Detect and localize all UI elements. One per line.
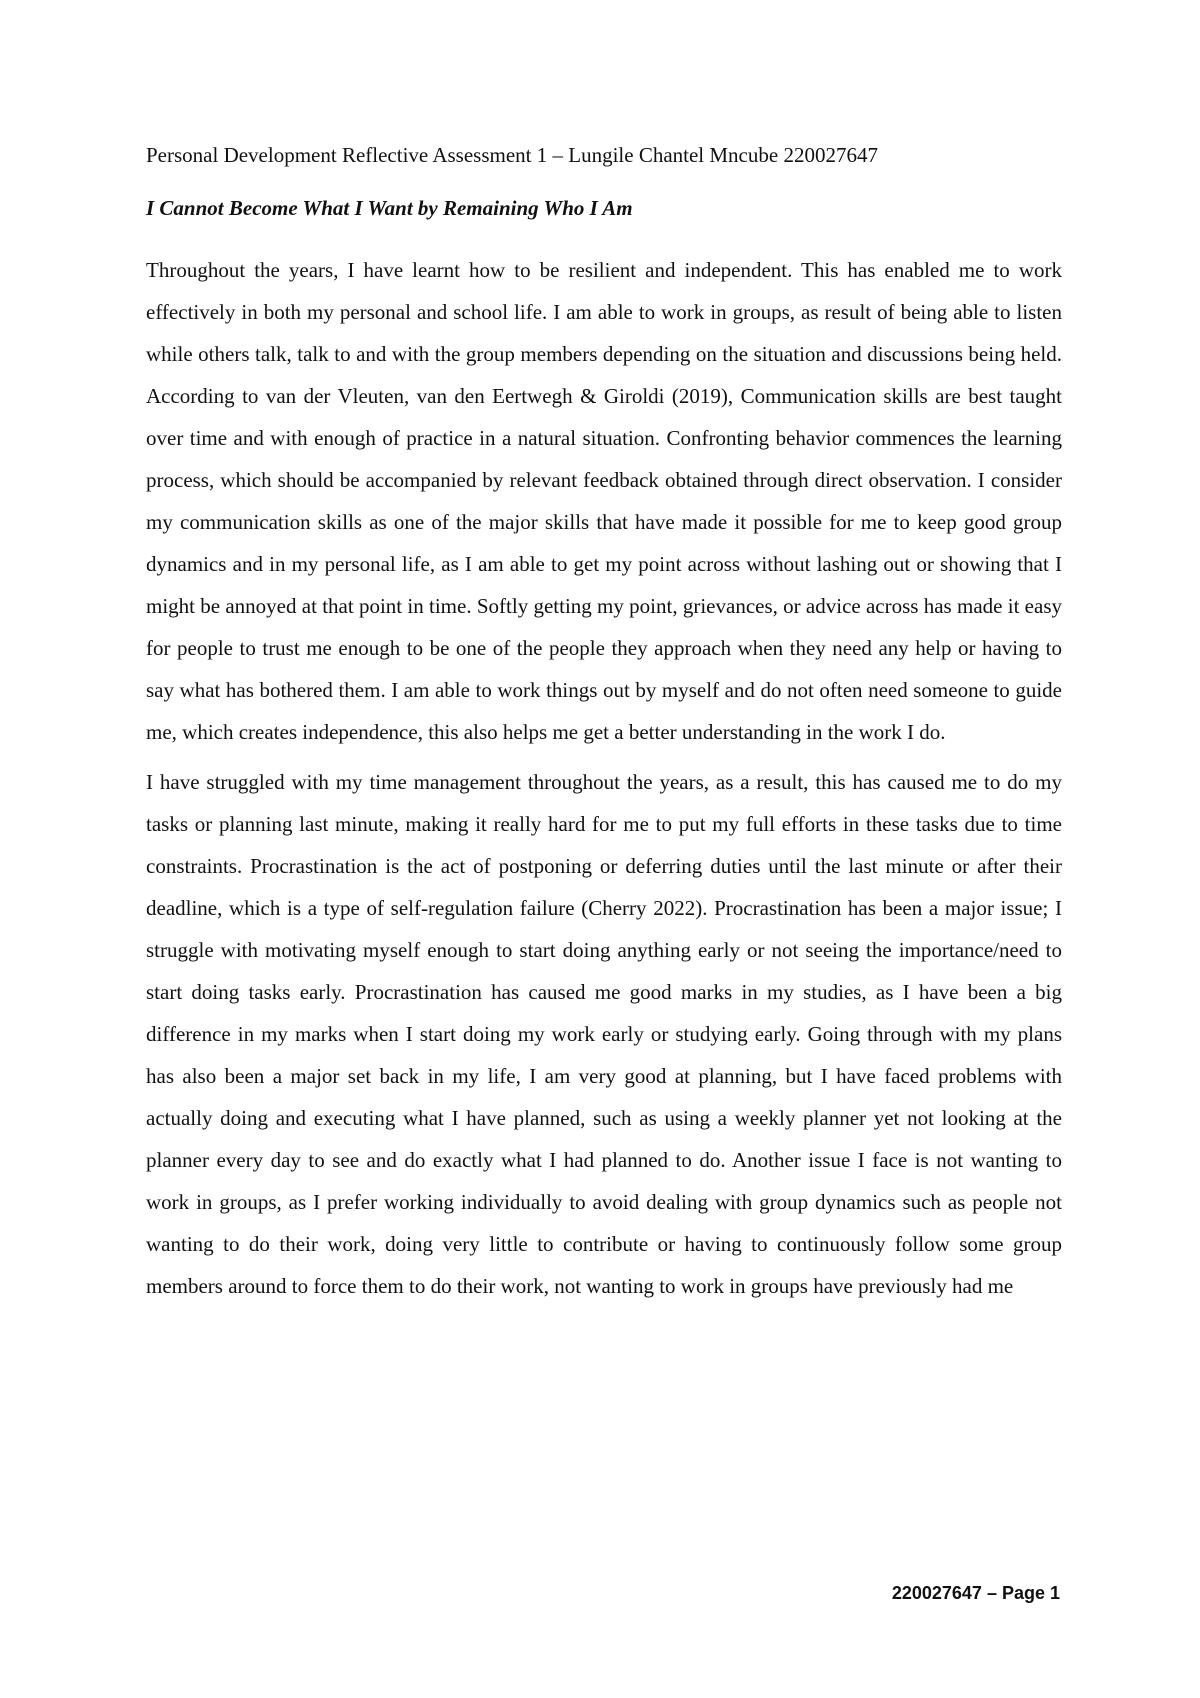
document-header: Personal Development Reflective Assessment 1 – Lungile Chantel Mncube 220027647 — [146, 143, 878, 167]
essay-title: I Cannot Become What I Want by Remaining Who I Am — [146, 196, 633, 220]
paragraph-1: Throughout the years, I have learnt how to be resilient and independent. This has enabled me to work effectively in both my personal and school life. I am able to work in groups, as result of being able to listen while others talk, talk to and with the group members depending on the situation and discussions being held. According to van der Vleuten, van den Eertwegh & Giroldi (2019), Communication skills are best taught over time and with enough of practice in a natural situation. Confronting behavior commences the learning process, which should be accompanied by relevant feedback obtained through direct observation. I consider my communication skills as one of the major skills that have made it possible for me to keep good group dynamics and in my personal life, as I am able to get my point across without lashing out or showing that I might be annoyed at that point in time. Softly getting my point, grievances, or advice across has made it easy for people to trust me enough to be one of the people they approach when they need any help or having to say what has bothered them. I am able to work things out by myself and do not often need someone to guide me, which creates independence, this also helps me get a better understanding in the work I do. — [146, 258, 1062, 744]
page-footer: 220027647 – Page 1 — [891, 1583, 1060, 1603]
document-body — [146, 142, 1062, 1315]
paragraph-2: I have struggled with my time management throughout the years, as a result, this has caused me to do my tasks or planning last minute, making it really hard for me to put my full efforts in these tasks due to time constraints. Procrastination is the act of postponing or deferring duties until the last minute or after their deadline, which is a type of self-regulation failure (Cherry 2022). Procrastination has been a major issue; I struggle with motivating myself enough to start doing anything early or not seeing the importance/need to start doing tasks early. Procrastination has caused me good marks in my studies, as I have been a big difference in my marks when I start doing my work early or studying early. Going through with my plans has also been a major set back in my life, I am very good at planning, but I have faced problems with actually doing and executing what I have planned, such as using a weekly planner yet not looking at the planner every day to see and do exactly what I had planned to do. Another issue I face is not wanting to work in groups, as I prefer working individually to avoid dealing with group dynamics such as people not wanting to do their work, doing very little to contribute or having to continuously follow some group members around to force them to do their work, not wanting to work in groups have previously had me — [146, 770, 1062, 1298]
